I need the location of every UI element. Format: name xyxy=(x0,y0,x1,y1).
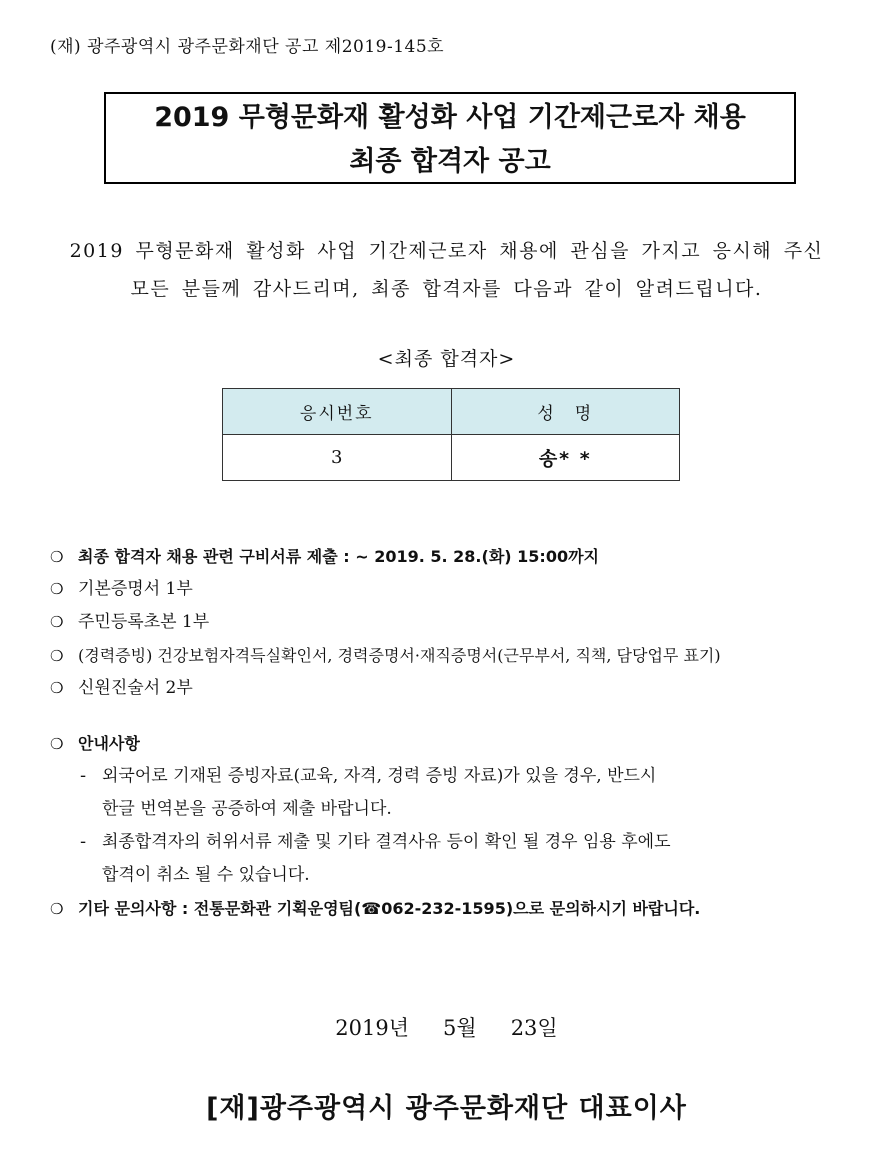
dash-icon: - xyxy=(80,766,87,786)
guidance-item-line-1: - 최종합격자의 허위서류 제출 및 기타 결격사유 등이 확인 될 경우 임용 후에도 xyxy=(80,826,870,859)
intro-line-1: 2019 무형문화재 활성화 사업 기간제근로자 채용에 관심을 가지고 응시해 주신 xyxy=(69,240,824,262)
guidance-item xyxy=(50,826,870,892)
bullet-circle-icon: ❍ xyxy=(50,613,64,631)
date-month: 5월 xyxy=(443,1016,477,1040)
list-item-document xyxy=(50,672,870,705)
header-name: 성 명 xyxy=(451,389,680,435)
list-item-text: 주민등록초본 1부 xyxy=(78,612,210,632)
guidance-heading xyxy=(50,727,870,760)
bullet-circle-icon: ❍ xyxy=(50,548,64,566)
bullet-circle-icon: ❍ xyxy=(50,735,64,753)
guidance-heading-text: 안내사항 xyxy=(78,734,140,753)
list-item-document xyxy=(50,639,870,672)
guidance-item-line-2: 한글 번역본을 공증하여 제출 바랍니다. xyxy=(102,799,392,819)
list-item-text: 최종 합격자 채용 관련 구비서류 제출 : ~ 2019. 5. 28.(화) 15:00까지 xyxy=(78,547,600,566)
guidance-item-line-2: 합격이 취소 될 수 있습니다. xyxy=(102,865,310,885)
contact-text: 기타 문의사항 : 전통문화관 기획운영팀(☎062-232-1595)으로 문의하시기 바랍니다. xyxy=(78,899,701,918)
notice-number: (재) 광주광역시 광주문화재단 공고 제2019-145호 xyxy=(50,37,445,57)
intro-paragraph xyxy=(40,232,853,308)
list-item-text: 기본증명서 1부 xyxy=(78,579,193,599)
winners-table xyxy=(222,388,680,481)
list-item-text: (경력증빙) 건강보험자격득실확인서, 경력증명서·재직증명서(근무부서, 직책, 담당업무 표기) xyxy=(78,646,721,665)
bullet-circle-icon: ❍ xyxy=(50,647,64,665)
list-item-text: 신원진술서 2부 xyxy=(78,678,193,698)
table-row xyxy=(223,435,680,481)
list-item-document xyxy=(50,573,870,606)
dash-icon: - xyxy=(80,832,87,852)
applicant-name-cell: 송* * xyxy=(451,435,680,481)
title-line-1: 2019 무형문화재 활성화 사업 기간제근로자 채용 xyxy=(154,102,746,133)
guidance-item-line-1: - 외국어로 기재된 증빙자료(교육, 자격, 경력 증빙 자료)가 있을 경우, 반드시 xyxy=(80,760,870,793)
bullet-circle-icon: ❍ xyxy=(50,679,64,697)
header-applicant-number: 응시번호 xyxy=(223,389,452,435)
list-item-document xyxy=(50,606,870,639)
title-box xyxy=(104,92,796,184)
applicant-number-cell: 3 xyxy=(223,435,452,481)
requirements-list xyxy=(50,540,870,925)
contact-item xyxy=(50,892,870,925)
intro-line-2: 모든 분들께 감사드리며, 최종 합격자를 다음과 같이 알려드립니다. xyxy=(130,278,763,300)
table-header-row xyxy=(223,389,680,435)
signature: [재]광주광역시 광주문화재단 대표이사 xyxy=(206,1093,687,1124)
date-day: 23일 xyxy=(510,1016,558,1040)
list-item-submission xyxy=(50,540,870,573)
bullet-circle-icon: ❍ xyxy=(50,900,64,918)
bullet-circle-icon: ❍ xyxy=(50,580,64,598)
title-line-2: 최종 합격자 공고 xyxy=(349,146,551,177)
guidance-item xyxy=(50,760,870,826)
date-year: 2019년 xyxy=(335,1016,410,1040)
notice-date xyxy=(0,1012,893,1042)
table-caption: <최종 합격자> xyxy=(377,348,516,370)
